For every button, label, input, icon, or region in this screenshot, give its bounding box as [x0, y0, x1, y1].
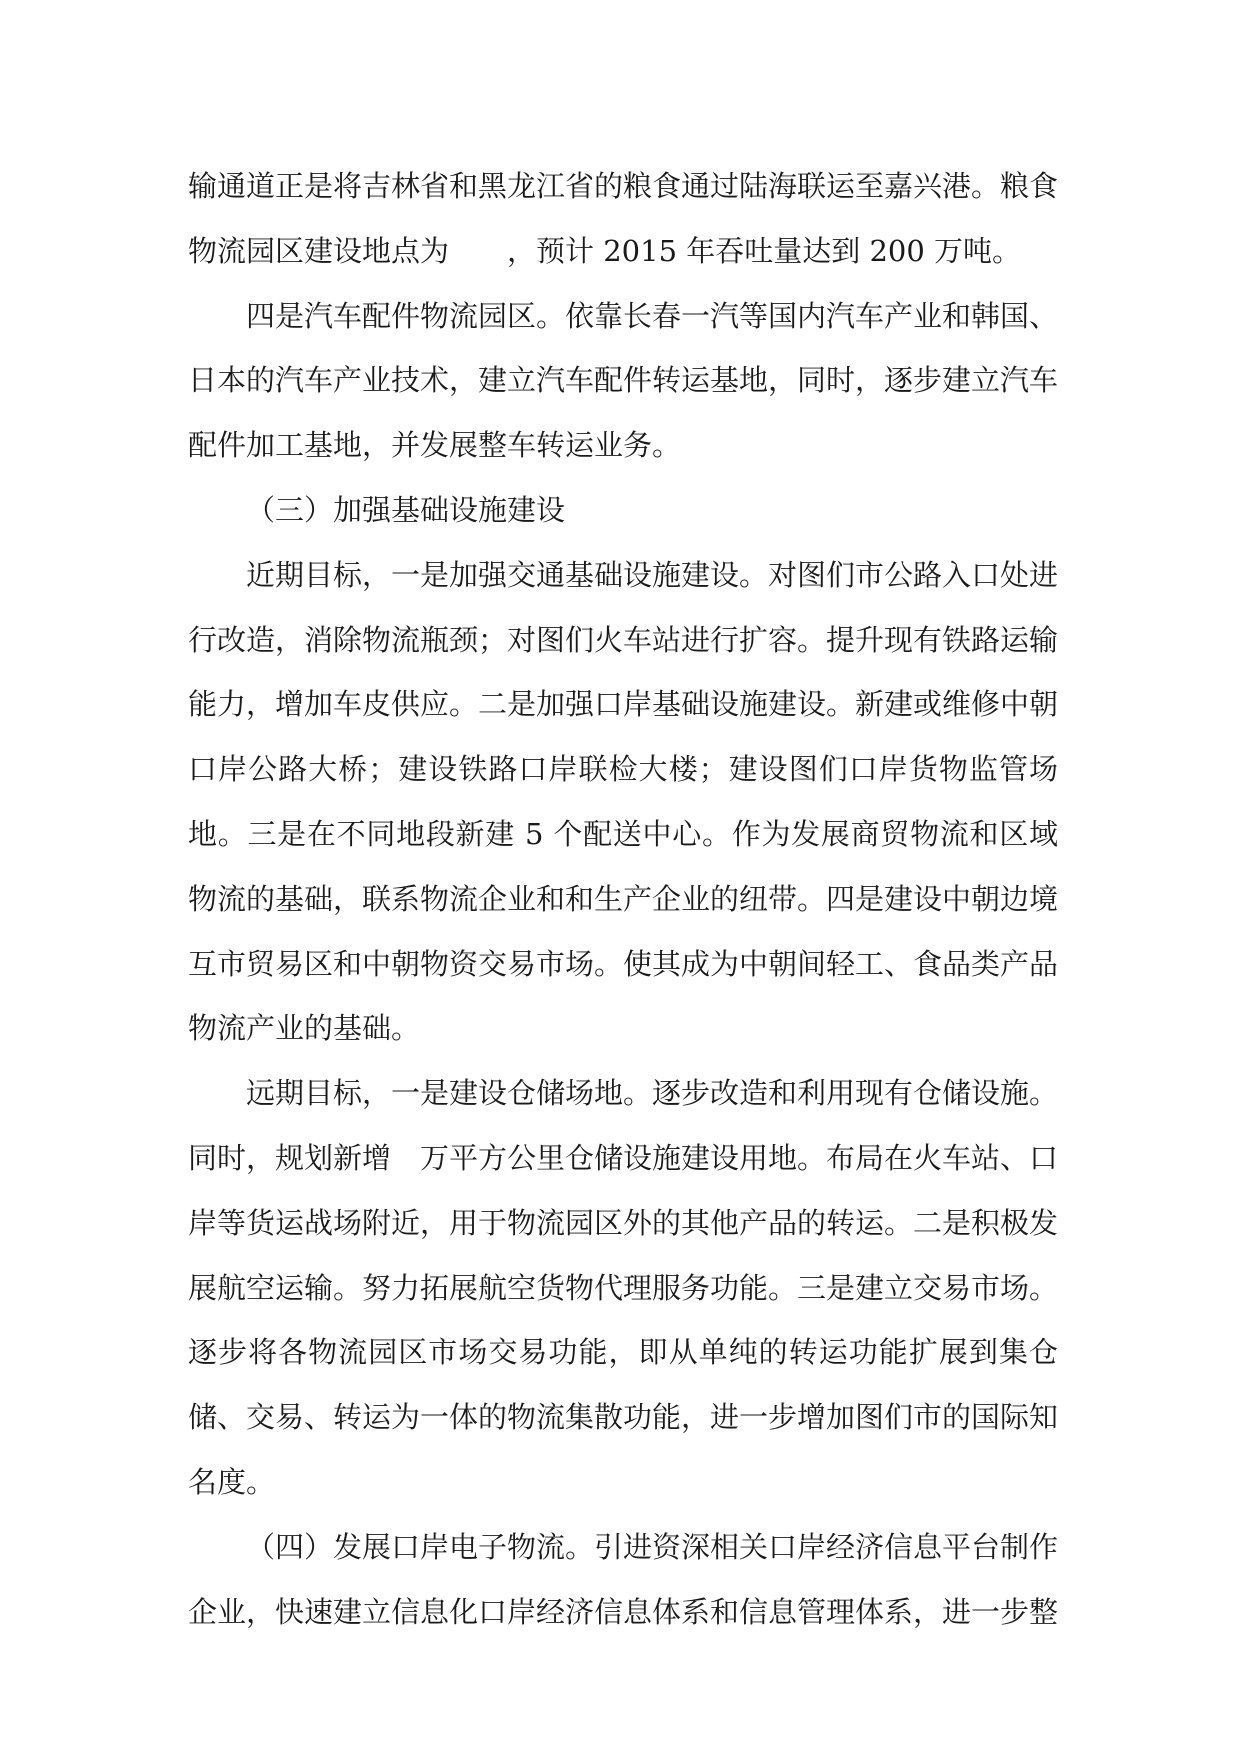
paragraph-near-term-goals: 近期目标，一是加强交通基础设施建设。对图们市公路入口处进行改造，消除物流瓶颈；对图们火车站进行扩容。提升现有铁路运输能力，增加车皮供应。二是加强口岸基础设施建设。新建或维修中朝口岸公路大桥；建设铁路口岸联检大楼；建设图们口岸货物监管场地。三是在不同地段新建 5 个配送中心。作为发展商贸物流和区域物流的基础，联系物流企业和和生产企业的纽带。四是建设中朝边境互市贸易区和中朝物资交易市场。使其成为中朝间轻工、食品类产品物流产业的基础。	[188, 557, 1059, 1046]
paragraph-auto-parts-park: 四是汽车配件物流园区。依靠长春一汽等国内汽车产业和韩国、日本的汽车产业技术，建立汽车配件转运基地，同时，逐步建立汽车配件加工基地，并发展整车转运业务。	[188, 298, 1059, 463]
paragraph-continuation: 输通道正是将吉林省和黑龙江省的粮食通过陆海联运至嘉兴港。粮食物流园区建设地点为 ，预计 2015 年吞吐量达到 200 万吨。	[188, 169, 1059, 268]
section-heading-infrastructure: （三）加强基础设施建设	[246, 492, 566, 527]
document-body	[188, 154, 1058, 1644]
paragraph-e-logistics: （四）发展口岸电子物流。引进资深相关口岸经济信息平台制作企业，快速建立信息化口岸经济信息体系和信息管理体系，进一步整	[188, 1529, 1059, 1629]
paragraph-long-term-goals: 远期目标，一是建设仓储场地。逐步改造和利用现有仓储设施。同时，规划新增 万平方公里仓储设施建设用地。布局在火车站、口岸等货运战场附近，用于物流园区外的其他产品的转运。二是积极发展航空运输。努力拓展航空货物代理服务功能。三是建立交易市场。逐步将各物流园区市场交易功能，即从单纯的转运功能扩展到集仓储、交易、转运为一体的物流集散功能，进一步增加图们市的国际知名度。	[188, 1076, 1059, 1499]
